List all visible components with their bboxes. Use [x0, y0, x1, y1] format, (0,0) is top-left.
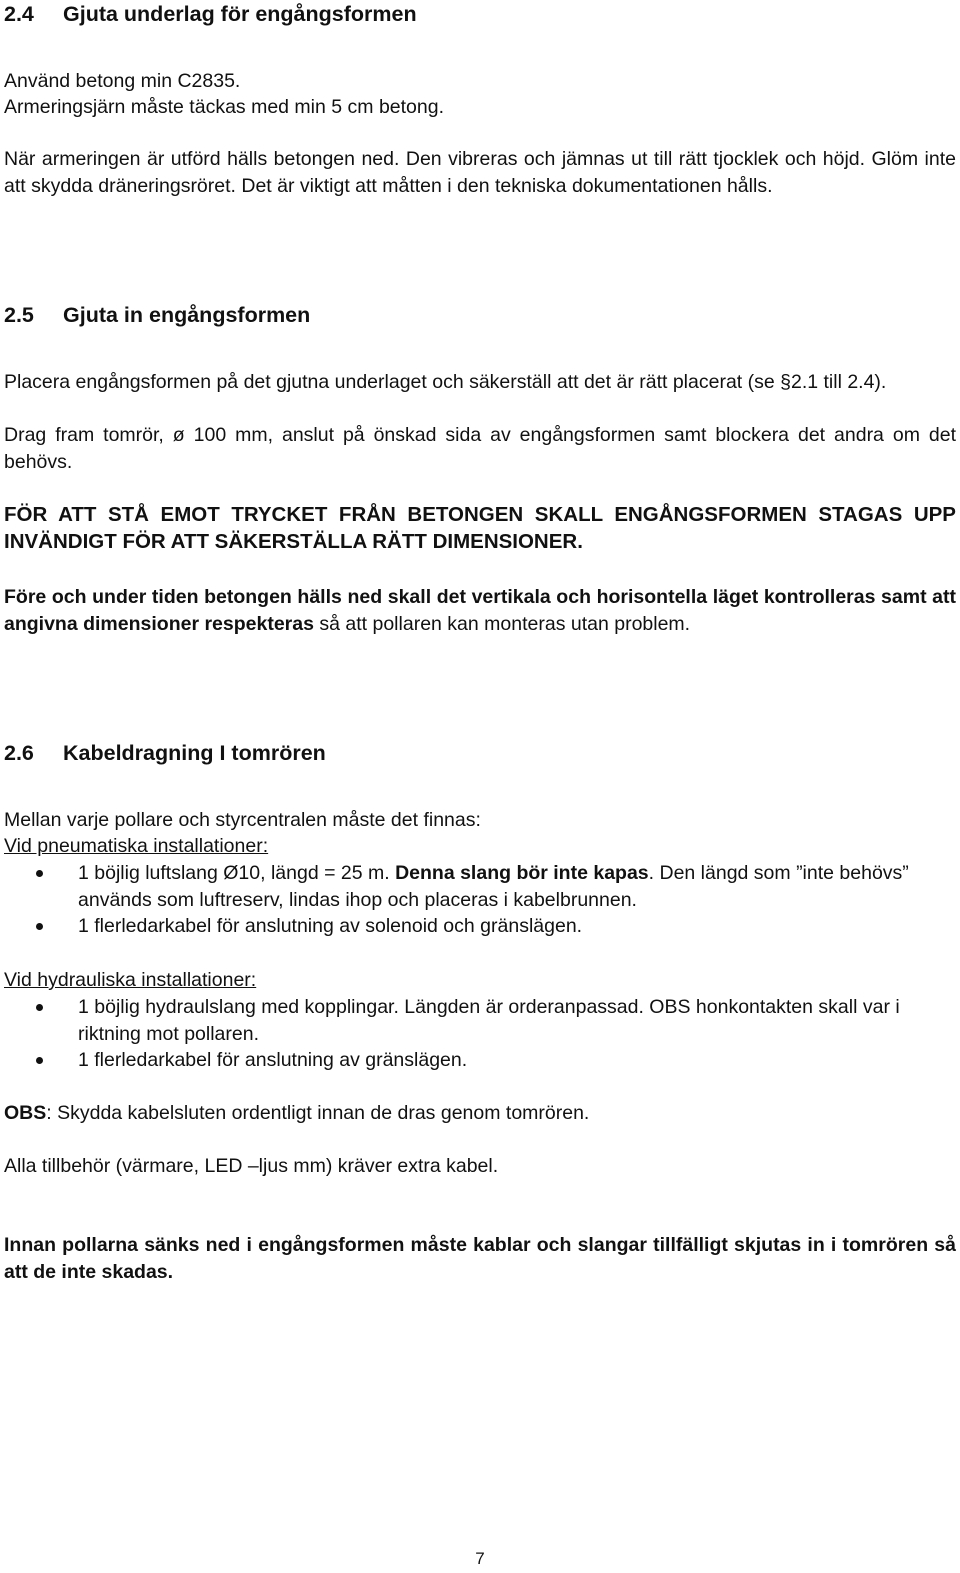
list-item-text: 1 böjlig luftslang Ø10, längd = 25 m.: [78, 862, 396, 884]
obs-text: : Skydda kabelsluten ordentligt innan de dras genom tomrören.: [46, 1102, 590, 1124]
conduit-paragraph: Drag fram tomrör, ø 100 mm, anslut på önskad sida av engångsformen samt blockera det andra om det behövs.: [4, 424, 956, 473]
final-warning: [4, 1232, 956, 1285]
section-2-6-heading: [4, 740, 956, 767]
section-title: Gjuta in engångsformen: [63, 303, 311, 327]
section-number: 2.5: [4, 303, 34, 327]
section-number: 2.4: [4, 2, 34, 26]
rebar-cover-text: Armeringsjärn måste täckas med min 5 cm betong.: [4, 96, 445, 118]
list-item: [4, 860, 956, 913]
section-2-4-heading: [4, 1, 956, 28]
list-item: [4, 994, 956, 1047]
list-item: [4, 1047, 956, 1074]
check-paragraph-bold: Före och under tiden betongen hälls ned skall det vertikala och horisontella läget kontrolleras samt att angivna dimensioner respekteras: [4, 586, 956, 635]
bracing-warning: FÖR ATT STÅ EMOT TRYCKET FRÅN BETONGEN SKALL ENGÅNGSFORMEN STAGAS UPP INVÄNDIGT FÖR ATT SÄKERSTÄLLA RÄTT DIMENSIONER.: [4, 503, 956, 553]
section-title: Kabeldragning I tomrören: [63, 741, 326, 765]
requirements-intro: Mellan varje pollare och styrcentralen måste det finnas:: [4, 809, 481, 831]
accessories-note: Alla tillbehör (värmare, LED –ljus mm) kräver extra kabel.: [4, 1155, 499, 1177]
list-item-text: 1 böjlig hydraulslang med kopplingar. Längden är orderanpassad. OBS honkontakten skall var i riktning mot pollaren.: [78, 996, 900, 1045]
list-item-text: 1 flerledarkabel för anslutning av solenoid och gränslägen.: [78, 915, 583, 937]
section-number: 2.6: [4, 741, 34, 765]
page-number: 7: [475, 1549, 485, 1568]
list-item-text: . Den längd som ”inte behövs” används som luftreserv, lindas ihop och placeras i kabelbrunnen.: [78, 862, 909, 911]
final-warning-text: Innan pollarna sänks ned i engångsformen måste kablar och slangar tillfälligt skjutas in i tomrören så att de inte skadas.: [4, 1234, 956, 1283]
concrete-grade-text: Använd betong min C2835.: [4, 70, 241, 92]
obs-note: [4, 1100, 956, 1127]
list-item: [4, 913, 956, 940]
hydraulic-list: [4, 994, 956, 1074]
pouring-paragraph: När armeringen är utförd hälls betongen ned. Den vibreras och jämnas ut till rätt tjocklek och höjd. Glöm inte att skydda dräneringsröret. Det är viktigt att måtten i den tekniska dokumentationen hålls.: [4, 148, 956, 197]
check-paragraph: [4, 584, 956, 637]
obs-label: OBS: [4, 1102, 47, 1124]
check-paragraph-rest: så att pollaren kan monteras utan problem.: [313, 612, 691, 635]
pneumatic-label: Vid pneumatiska installationer:: [4, 835, 269, 857]
hydraulic-label: Vid hydrauliska installationer:: [4, 969, 257, 991]
list-item-text: 1 flerledarkabel för anslutning av gränslägen.: [78, 1049, 468, 1071]
section-2-5-heading: [4, 302, 956, 329]
pneumatic-list: [4, 860, 956, 940]
list-item-bold: Denna slang bör inte kapas: [395, 862, 649, 884]
section-title: Gjuta underlag för engångsformen: [63, 2, 417, 26]
placement-paragraph: Placera engångsformen på det gjutna underlaget och säkerställ att det är rätt placerat (se §2.1 till 2.4).: [4, 371, 887, 393]
